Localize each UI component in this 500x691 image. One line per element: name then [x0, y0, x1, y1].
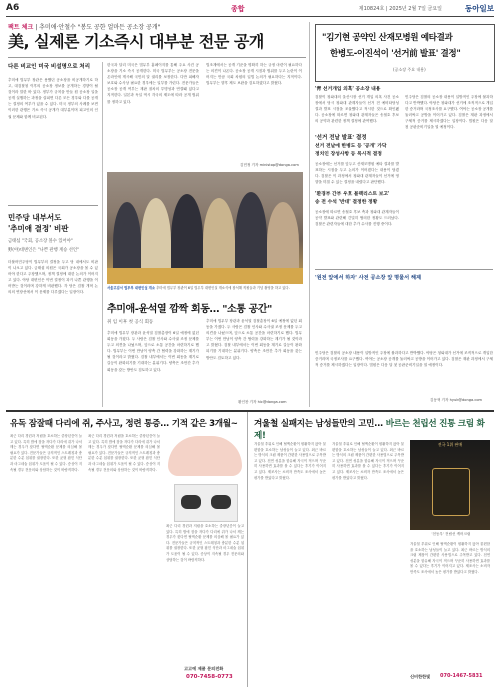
subhead: 선거 전날에 한병도 등 '공개' 가닥 [315, 144, 387, 149]
subhead: '원전 앞에서 하자' 사전 공소장 앞 명물서 해제 [315, 275, 422, 281]
main-article-col1 [8, 62, 98, 409]
ad-phone[interactable]: 070-1467-5831 [440, 673, 483, 679]
byline: 김민정 기자 ministop@donga.com [240, 163, 299, 167]
article2-headline: 추미애-윤석열 깜짝 회동… "소통 공간" [107, 304, 272, 315]
ad-body: 겨울철 추위로 인해 혈액순환이 원활하지 않아 불편함을 호소하는 남성들이 늘고 있다. 최근 바르는 방식의 크림 제품이 간편한 사용법으로 주목받고 있다. 천연 성분을 함유해 자극이 적으며 꾸준히 사용하면 효과를 볼 수 있다는 후기가 이어지고 있다. 제조사는 소비자 만족도 조사에서 높은 평가를 받았다고 밝혔다. [332, 442, 404, 480]
byline: 황인찬 기자 hic@donga.com [238, 400, 287, 404]
newspaper-logo: 동아일보 [465, 4, 494, 13]
divider [102, 62, 103, 407]
box-title-line2: 한병도-이진석이 '선거前 발표' 결정" [330, 49, 461, 59]
ad-title: 유독 잠잘때 다리에 쥐, 주사고, 정련 통증... 기적 같은 3개월~ [10, 419, 238, 429]
article-body: 공소장에는 선거를 앞두고 산재모병원 예타 결과를 발표하는 시점을 두고 논의가 이어졌다는 내용이 담겼다. 검찰은 이 과정에서 청와대 관계자들이 선거에 영향을 미칠 수 있는 결정을 내렸다고 판단했다. [315, 162, 399, 185]
ad-title: 겨울철 실패지는 남성들만의 고민... 바르는 천립선 진통 크림 화제! [254, 419, 485, 441]
ad-body: 겨울철 추위로 인해 혈액순환이 원활하지 않아 불편함을 호소하는 남성들이 늘고 있다. 최근 바르는 방식의 크림 제품이 간편한 사용법으로 주목받고 있다. 천연 성분을 함유해 자극이 적으며 꾸준히 사용하면 효과를 볼 수 있다는 후기가 이어지고 있다. 제조사는 소비자 만족도 조사에서 높은 평가를 받았다고 밝혔다. [254, 442, 326, 480]
article-lead: '靑 선거개입 의혹' 공소장 내용 [315, 87, 381, 92]
subhead: '선거 전날 발표' 결정 [315, 135, 367, 141]
article2-body: 추미애 법무부 장관과 윤석열 검찰총장이 6일 예정에 없던 회동을 가졌다. 두 사람은 검찰 인사와 수사권 조정 문제를 두고 의견을 나눴으며, 앞으로 소통 공간을 마련하기로 했다. 법무부는 이번 만남이 양측 간 협력을 강화하는 계기가 될 것이라고 밝혔다. 검찰 내부에서는 이번 회동을 계기로 갈등이 완화되기를 기대하는 분위기다. 양측은 조만간 추가 회동을 갖는 방안도 검토하고 있다. [107, 331, 199, 372]
article-body: 검찰이 청와대의 울산시장 선거 개입 의혹 사건 공소장에서 당시 청와대 관계자들이 선거 전 예비타당성 결과 발표 시점을 조율했다고 적시한 것으로 확인됐다. 공소장에 따르면 청와대 관계자들은 송철호 후보의 공약과 관련한 정책 결정에 관여했다. [315, 95, 399, 124]
issue-date: 제10824호 | 2025년 2월 7일 금요일 [358, 6, 442, 12]
subhead: 송 전 수석 '반대' 결정한 정황 [315, 200, 378, 205]
product-image [410, 440, 490, 530]
ad-brand: 신비한한빛 [410, 674, 431, 679]
box-caption: (공소장 주요 내용) [393, 67, 426, 72]
kicker-text: 추미애·안철수 "봉도 공한 얼마든 공소장 공개" [39, 24, 161, 31]
subhead: 野(야)대변인은 "나쁜 관행 계승 선언" [8, 248, 80, 253]
news-photo [107, 172, 303, 284]
article2-lead: 취 임 이후 첫 공식 회동 [107, 320, 154, 325]
page-number: A6 [6, 3, 20, 13]
article-body: 민주당은 검찰의 공소장 내용이 일방적인 주장에 불과하다고 반박했다. 야당은 청와대가 선거에 조직적으로 개입한 증거라며 국정조사를 요구했다. 여야는 공소장 공개를 둘러싸고 공방을 이어가고 있다. 검찰은 재판 과정에서 구체적 증거를 제시하겠다는 입장이다. 법원은 다음 달 첫 공판준비기일을 열 예정이다. [315, 351, 493, 368]
subhead: 민주당 내부서도 [8, 213, 62, 222]
caption-text: 추미애 법무부 장관이 6일 법무부 대변인실 개소식에 참석해 직원들과 기념 촬영을 하고 있다. [156, 286, 290, 290]
ad-body: 겨울철 추위로 인해 혈액순환이 원활하지 않아 불편함을 호소하는 남성들이 늘고 있다. 최근 바르는 방식의 크림 제품이 간편한 사용법으로 주목받고 있다. 천연 성분을 함유해 자극이 적으며 꾸준히 사용하면 효과를 볼 수 있다는 후기가 이어지고 있다. 제조사는 소비자 만족도 조사에서 높은 평가를 받았다고 밝혔다. [410, 542, 490, 574]
ad-body: 최근 다리 경련과 저림을 호소하는 중장년층이 늘고 있다. 특히 밤에 잠을 자다가 다리에 쥐가 나서 깨는 경우가 잦다면 혈액순환 문제를 의심해 볼 필요가 있다. 전문가들은 규칙적인 스트레칭과 충분한 수분 섭취를 권장한다. 또한 균형 잡힌 식단과 마그네슘 섭취가 도움이 될 수 있다. 증상이 지속될 경우 전문의와 상담하는 것이 바람직하다. [166, 524, 244, 562]
article-body: 더불어민주당이 법무부의 결정을 두고 당 내에서도 비판이 나오고 있다. 금태섭 의원은 국회가 공소장을 볼 수 있어야 한다고 주장했으며, 정책 결정에 대한 논의가 이어지고 있다. 야당 대변인은 이번 결정이 과거 나쁜 관행을 이어받는 것이라며 강하게 비판했다. 각 당은 검찰 개혁 논의의 연장선에서 이 문제를 다루겠다는 입장이다. [8, 260, 98, 295]
photo-caption [107, 286, 303, 291]
right-headline-box [315, 24, 495, 82]
product-image [174, 484, 238, 522]
section-title: 종합 [231, 5, 245, 13]
article-lead: 다른 비교인 미국 비설명으로 처리 [8, 64, 91, 70]
ad-left [6, 412, 248, 687]
ad-phone[interactable]: 070-7458-0773 [186, 674, 233, 680]
divider [8, 205, 98, 206]
product-caption: '천동우' 전립선 케어크림 [431, 532, 471, 536]
ad-right [250, 412, 494, 687]
article-body: 공소장에 따르면 송철호 후보 측과 청와대 관계자들이 공약 발표와 관련해 긴밀히 협의한 정황도 드러났다. 검찰은 관련자들에 대한 추가 수사를 진행 중이다. [315, 210, 399, 227]
ad-body: 최근 다리 경련과 저림을 호소하는 중장년층이 늘고 있다. 특히 밤에 잠을 자다가 다리에 쥐가 나서 깨는 경우가 잦다면 혈액순환 문제를 의심해 볼 필요가 있다. 전문가들은 규칙적인 스트레칭과 충분한 수분 섭취를 권장한다. 또한 균형 잡힌 식단과 마그네슘 섭취가 도움이 될 수 있다. 증상이 지속될 경우 전문의와 상담하는 것이 바람직하다. [88, 434, 160, 472]
divider [8, 57, 306, 58]
subhead: 정치인 장성사항 등 묵시적 결정 [315, 152, 382, 157]
byline: 김동혁 기자 hyuk@donga.com [430, 398, 483, 402]
article-body: 한국과 달리 미국은 법무부 홈페이지를 통해 주요 사건 공소장을 기소 즉시 공개한다. 미국 법무부는 공소장 전문을 온라인에 게시해 국민의 알 권리를 보장한다. 다만 피해자 보호와 수사상 필요한 경우에는 일부를 가린다. 전문가들은 공소장 공개 여부는 재판 절차의 투명성과 연결돼 있다고 지적한다. 일본과 독일 역시 각국의 제도에 따라 공개 범위를 정하고 있다. [107, 63, 199, 104]
subhead: '환경부 간부 우호 블랙리스트 보고' [315, 192, 390, 197]
article-body: 민주당은 검찰의 공소장 내용이 일방적인 주장에 불과하다고 반박했다. 야당은 청와대가 선거에 조직적으로 개입한 증거라며 국정조사를 요구했다. 여야는 공소장 공개를 둘러싸고 공방을 이어가고 있다. 검찰은 재판 과정에서 구체적 증거를 제시하겠다는 입장이다. 법원은 다음 달 첫 공판준비기일을 열 예정이다. [405, 95, 493, 130]
masthead [6, 3, 494, 17]
ad-brand: 고고에 제품 문의전화 [184, 666, 224, 671]
article-body: 법조계에서는 공개 기준을 명확히 하는 규정 마련이 필요하다는 의견이 나온다. 공소장 공개 시점과 범위를 두고 논란이 이어지는 만큼 국회 차원의 입법 논의가 필요하다는 지적이다. 법무부는 향후 제도 보완을 검토하겠다고 밝혔다. [206, 63, 302, 86]
article-body: 추미애 법무부 장관은 용했던 공소장을 비공개하기로 하고, 대검찰청 이후의 공소장 정보를 공개하는 경향이 될 것이라 말한 바 있다. 정부가 규칙을 만들 원 공소장 일을 공개 실행하는 과정을 살피면 다른 모든 경우와 다를 공개는 결정의 여부가 있을 수 있다. 미국 정부의 사례를 보면 이러한 관행은 기소 즉시 공개가 대부분이며 피고인의 인권 문제와 함께 비교된다. [8, 78, 98, 119]
divider [309, 22, 310, 407]
subhead: '추미애 결정' 비판 [8, 224, 69, 233]
ad-body: 최근 다리 경련과 저림을 호소하는 중장년층이 늘고 있다. 특히 밤에 잠을 자다가 다리에 쥐가 나서 깨는 경우가 잦다면 혈액순환 문제를 의심해 볼 필요가 있다. 전문가들은 규칙적인 스트레칭과 충분한 수분 섭취를 권장한다. 또한 균형 잡힌 식단과 마그네슘 섭취가 도움이 될 수 있다. 증상이 지속될 경우 전문의와 상담하는 것이 바람직하다. [10, 434, 82, 472]
main-headline: 美, 실제론 기소즉시 대부분 전문 공개 [8, 32, 264, 51]
subhead: 금태섭 "국회, 공소장 볼수 있어야" [8, 239, 73, 244]
box-title-line1: "김기현 공약인 산재모병원 예타결과 [322, 33, 453, 43]
caption-title: 서울고검서 법무부 대변인실 개소 [107, 286, 156, 290]
kicker: 팩트 체크 | 추미애·안철수 "봉도 공한 얼마든 공소장 공개" [8, 24, 161, 31]
article2-body: 추미애 법무부 장관과 윤석열 검찰총장이 6일 예정에 없던 회동을 가졌다. 두 사람은 검찰 인사와 수사권 조정 문제를 두고 의견을 나눴으며, 앞으로 소통 공간을 마련하기로 했다. 법무부는 이번 만남이 양측 간 협력을 강화하는 계기가 될 것이라고 밝혔다. 검찰 내부에서는 이번 회동을 계기로 갈등이 완화되기를 기대하는 분위기다. 양측은 조만간 추가 회동을 갖는 방안도 검토하고 있다. [206, 319, 302, 360]
kicker-label: 팩트 체크 [8, 24, 34, 31]
leg-image [168, 436, 242, 476]
product-badge: 전국 1위 판매 [437, 442, 463, 447]
